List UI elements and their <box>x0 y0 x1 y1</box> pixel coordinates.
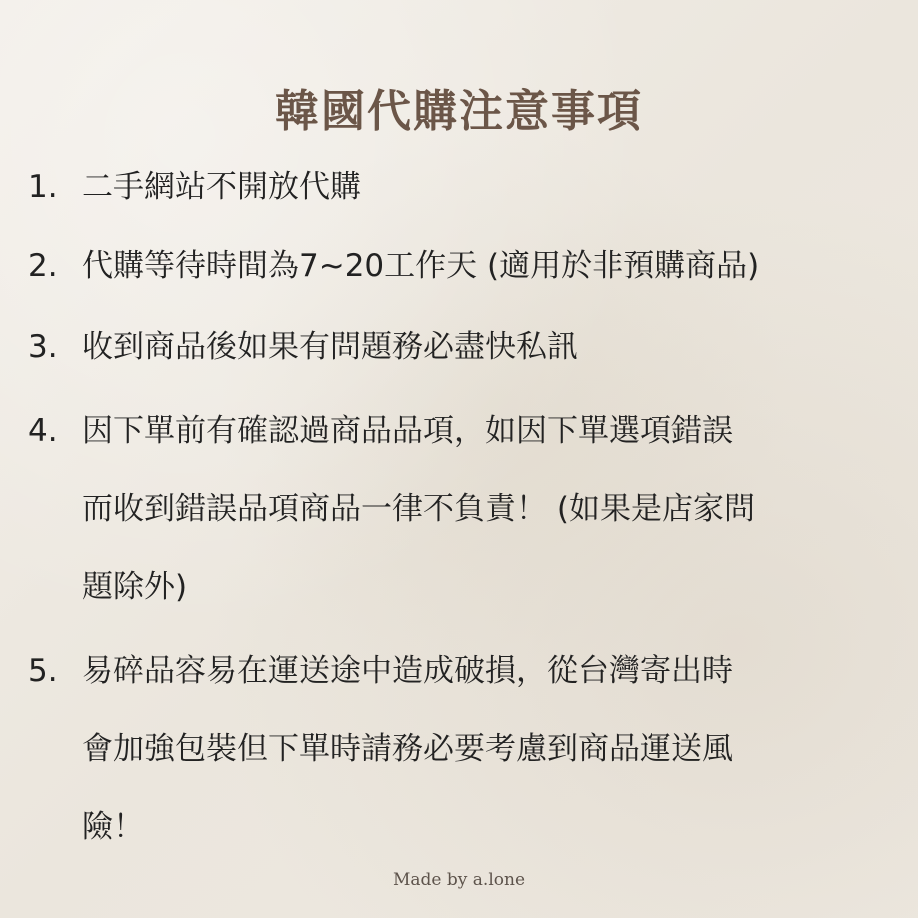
item-number: 2. <box>28 248 58 284</box>
item-number: 4. <box>28 413 58 449</box>
item-text-line: 易碎品容易在運送途中造成破損，從台灣寄出時 <box>82 653 733 689</box>
item-text-line: 而收到錯誤品項商品一律不負責！ (如果是店家問 <box>82 491 755 527</box>
item-text-line: 因下單前有確認過商品品項，如因下單選項錯誤 <box>82 413 733 449</box>
list-item <box>28 392 908 626</box>
item-text-line: 會加強包裝但下單時請務必要考慮到商品運送風 <box>82 731 733 767</box>
page-title: 韓國代購注意事項 <box>275 86 643 137</box>
item-text-line: 題除外) <box>82 569 188 605</box>
item-text-line: 代購等待時間為7~20工作天 (適用於非預購商品) <box>82 248 760 284</box>
list-item <box>28 632 908 866</box>
list-item <box>28 148 908 226</box>
list-item <box>28 227 908 305</box>
footer-credit: Made by a.lone <box>393 870 525 890</box>
item-text-line: 收到商品後如果有問題務必盡快私訊 <box>82 329 578 365</box>
item-number: 5. <box>28 653 58 689</box>
item-text-line: 二手網站不開放代購 <box>82 169 361 205</box>
item-number: 1. <box>28 169 58 205</box>
item-number: 3. <box>28 329 58 365</box>
item-text-line: 險！ <box>82 809 144 845</box>
list-item <box>28 308 908 386</box>
